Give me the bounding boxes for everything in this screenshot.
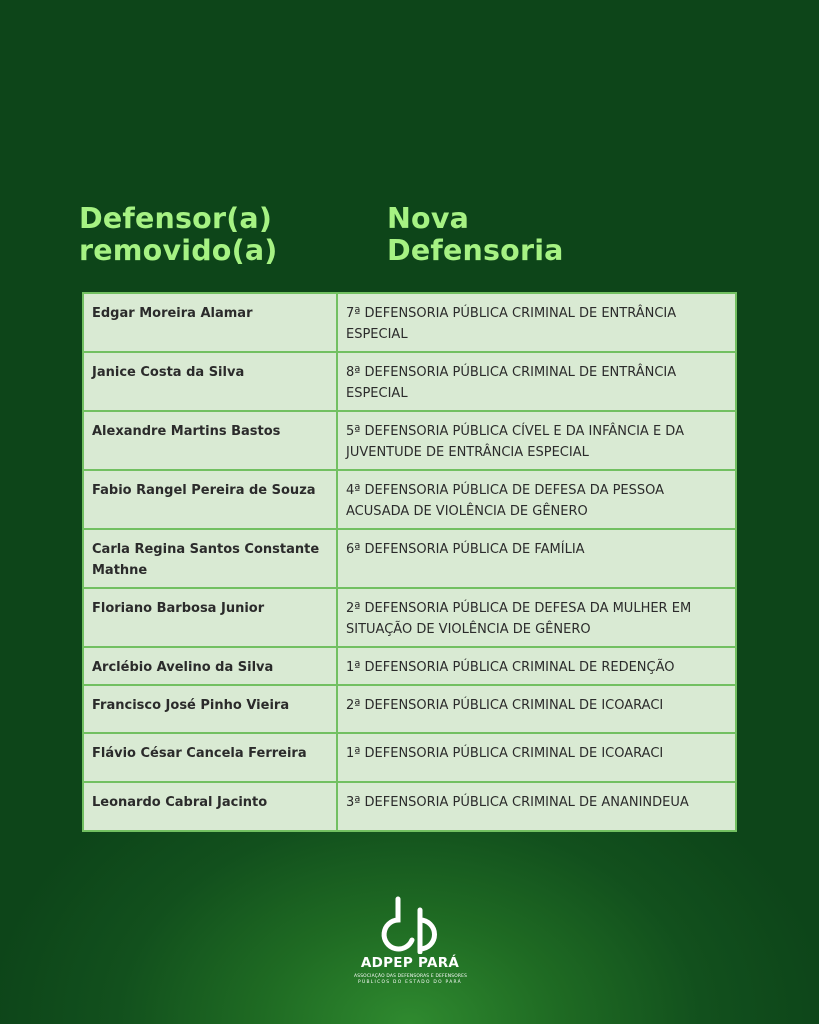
column-headings	[0, 203, 819, 273]
heading-right-line-1: Nova	[387, 202, 470, 235]
nova-defensoria: 1ª DEFENSORIA PÚBLICA CRIMINAL DE REDENÇÃO	[337, 647, 736, 685]
nova-defensoria: 4ª DEFENSORIA PÚBLICA DE DEFESA DA PESSOA ACUSADA DE VIOLÊNCIA DE GÊNERO	[337, 470, 736, 529]
table-row	[83, 588, 736, 647]
nova-defensoria: 1ª DEFENSORIA PÚBLICA CRIMINAL DE ICOARACI	[337, 733, 736, 782]
table-row	[83, 647, 736, 685]
nova-defensoria: 3ª DEFENSORIA PÚBLICA CRIMINAL DE ANANINDEUA	[337, 782, 736, 831]
defensor-name: Fabio Rangel Pereira de Souza	[83, 470, 337, 529]
table-row	[83, 352, 736, 411]
defensor-name: Janice Costa da Silva	[83, 352, 337, 411]
nova-defensoria: 7ª DEFENSORIA PÚBLICA CRIMINAL DE ENTRÂNCIA ESPECIAL	[337, 293, 736, 352]
defensor-name: Arclébio Avelino da Silva	[83, 647, 337, 685]
table-row	[83, 782, 736, 831]
nova-defensoria: 6ª DEFENSORIA PÚBLICA DE FAMÍLIA	[337, 529, 736, 588]
defensor-name: Alexandre Martins Bastos	[83, 411, 337, 470]
heading-left-line-1: Defensor(a)	[79, 202, 273, 235]
nova-defensoria: 5ª DEFENSORIA PÚBLICA CÍVEL E DA INFÂNCIA E DA JUVENTUDE DE ENTRÂNCIA ESPECIAL	[337, 411, 736, 470]
logo-subtitle-line-1: ASSOCIAÇÃO DAS DEFENSORAS E DEFENSORES	[354, 974, 468, 979]
defensor-name: Edgar Moreira Alamar	[83, 293, 337, 352]
logo-subtitle-line-2: PÚBLICOS DO ESTADO DO PARÁ	[358, 980, 462, 985]
adpep-dp-monogram-icon	[376, 896, 444, 954]
heading-left-line-2: removido(a)	[79, 234, 278, 267]
table-row	[83, 470, 736, 529]
nova-defensoria: 2ª DEFENSORIA PÚBLICA CRIMINAL DE ICOARACI	[337, 685, 736, 733]
removals-table	[82, 292, 737, 832]
nova-defensoria: 2ª DEFENSORIA PÚBLICA DE DEFESA DA MULHER EM SITUAÇÃO DE VIOLÊNCIA DE GÊNERO	[337, 588, 736, 647]
heading-defensor-removido	[79, 203, 277, 267]
nova-defensoria: 8ª DEFENSORIA PÚBLICA CRIMINAL DE ENTRÂNCIA ESPECIAL	[337, 352, 736, 411]
defensor-name: Francisco José Pinho Vieira	[83, 685, 337, 733]
defensor-name: Leonardo Cabral Jacinto	[83, 782, 337, 831]
defensor-name: Floriano Barbosa Junior	[83, 588, 337, 647]
heading-right-line-2: Defensoria	[387, 234, 564, 267]
table-row	[83, 685, 736, 733]
logo-brand-text: ADPEP PARÁ	[360, 955, 460, 971]
table-row	[83, 293, 736, 352]
adpep-para-logo	[354, 896, 466, 996]
table-row	[83, 733, 736, 782]
defensor-name: Flávio César Cancela Ferreira	[83, 733, 337, 782]
table-row	[83, 411, 736, 470]
heading-nova-defensoria	[387, 203, 564, 267]
table-row	[83, 529, 736, 588]
defensor-name: Carla Regina Santos Constante Mathne	[83, 529, 337, 588]
